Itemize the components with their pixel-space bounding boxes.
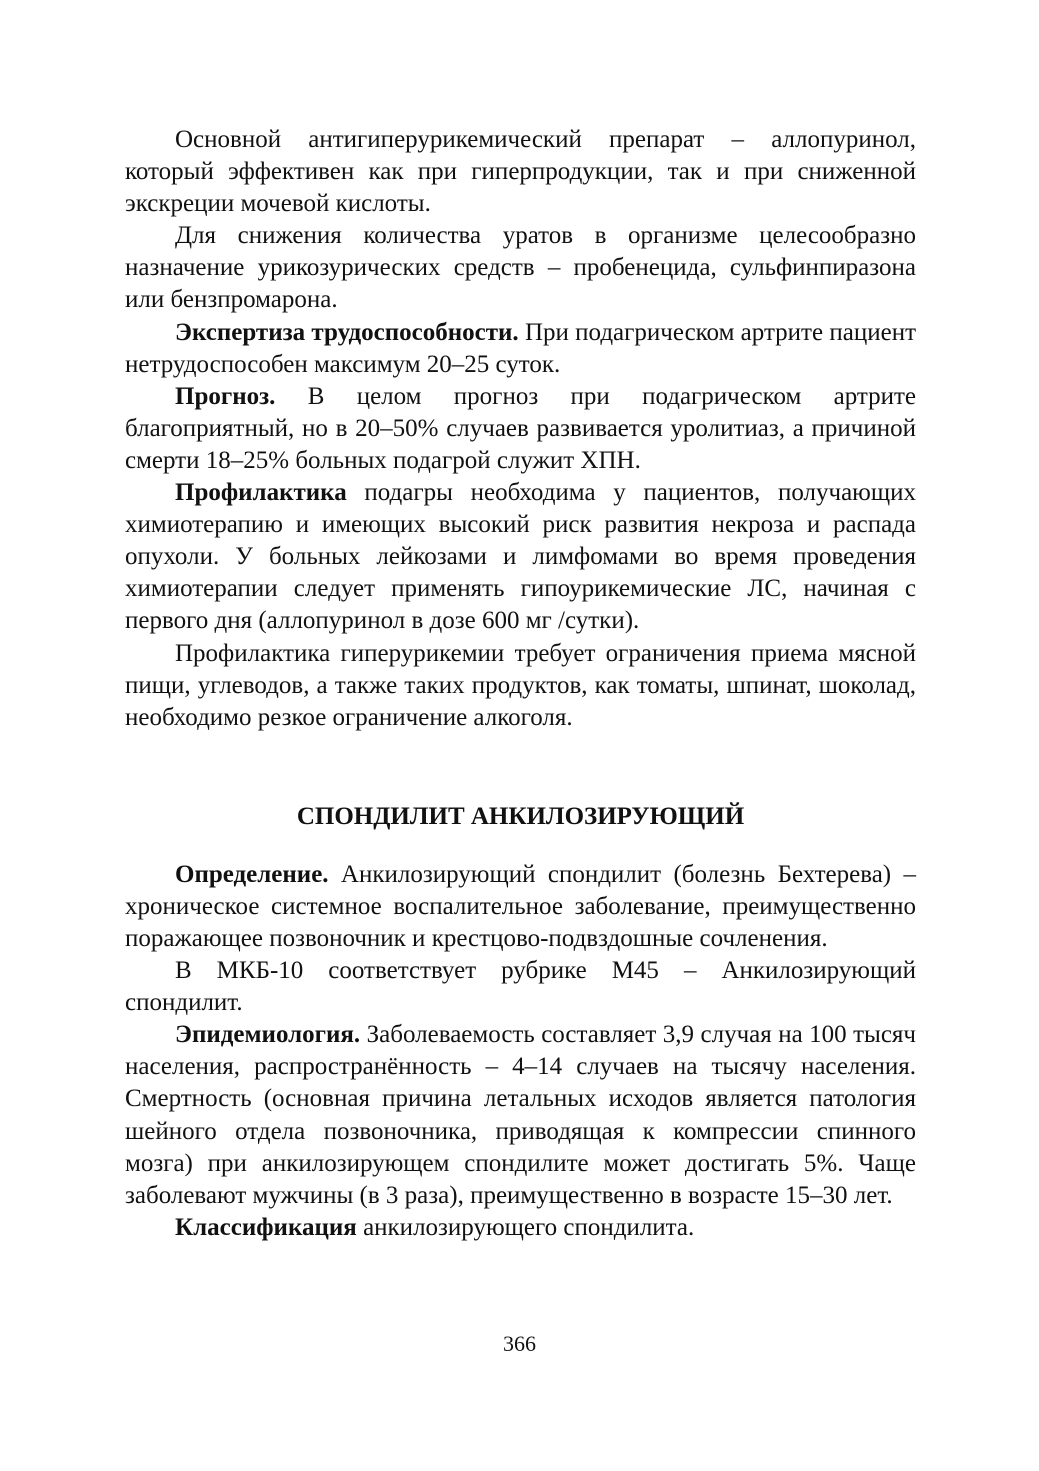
section-title: СПОНДИЛИТ АНКИЛОЗИРУЮЩИЙ — [296, 802, 745, 830]
page-number: 366 — [503, 1331, 536, 1356]
paragraph-epidemiology — [125, 1019, 916, 1212]
paragraph-classification — [125, 1212, 916, 1244]
paragraph-text: Заболеваемость составляет 3,9 случая на 100 тысяч населения, распространённость – 4–14 случаев на тысячу населения. Смертность (основная причина летальных исходов является патология шейного отдела позвоночника, приводящая к компрессии спинного мозга) при анкилозирующем спондилите может достигать 5%. Чаще заболевают мужчины (в 3 раза), преимущественно в возрасте 15–30 лет. — [125, 1021, 916, 1209]
paragraph-lead: Классификация — [175, 1213, 357, 1241]
paragraph-prevention — [125, 477, 916, 637]
paragraph-text: В МКБ-10 соответствует рубрике М45 – Анкилозирующий спондилит. — [125, 957, 916, 1017]
paragraph-text: При подагрическом артрите пациент нетрудоспособен максимум 20–25 суток. — [125, 318, 916, 378]
paragraph-prognosis — [125, 381, 916, 477]
paragraph-icd — [125, 955, 916, 1019]
paragraph-lead: Экспертиза трудоспособности. — [175, 318, 519, 346]
paragraph-lead: Прогноз. — [175, 382, 276, 410]
paragraph-text: Для снижения количества уратов в организме целесообразно назначение урикозурических средств – пробенецида, сульфинпиразона или бензпромарона. — [125, 222, 916, 314]
paragraph-text: Анкилозирующий спондилит (болезнь Бехтерева) – хроническое системное воспалительное заболевание, преимущественно поражающее позвоночник и крестцово-подвздошные сочленения. — [125, 860, 916, 952]
paragraph-hyperuricemia-prevention — [125, 638, 916, 734]
paragraph-definition — [125, 859, 916, 955]
paragraph-text: Профилактика гиперурикемии требует ограничения приема мясной пищи, углеводов, а также таких продуктов, как томаты, шпинат, шоколад, необходимо резкое ограничение алкоголя. — [125, 639, 916, 731]
paragraph-uricosuric — [125, 220, 916, 316]
paragraph-text: анкилозирующего спондилита. — [356, 1213, 695, 1241]
paragraph-text: В целом прогноз при подагрическом артрите благоприятный, но в 20–50% случаев развивается уролитиаз, а причиной смерти 18–25% больных подагрой служит ХПН. — [125, 382, 916, 474]
paragraph-lead: Профилактика — [175, 479, 347, 507]
page-body — [125, 124, 916, 1244]
paragraph-lead: Определение. — [175, 860, 329, 888]
paragraph-work-expertise — [125, 317, 916, 381]
paragraph-text: Основной антигиперурикемический препарат – аллопуринол, который эффективен как при гиперпродукции, так и при сниженной экскреции мочевой кислоты. — [125, 126, 916, 218]
paragraph-lead: Эпидемиология. — [175, 1021, 361, 1049]
paragraph-allopurinol — [125, 124, 916, 220]
paragraph-text: подагры необходима у пациентов, получающих химиотерапию и имеющих высокий риск развития некроза и распада опухоли. У больных лейкозами и лимфомами во время проведения химиотерапии следует применять гипоурикемические ЛС, начиная с первого дня (аллопуринол в дозе 600 мг /сутки). — [125, 479, 916, 635]
